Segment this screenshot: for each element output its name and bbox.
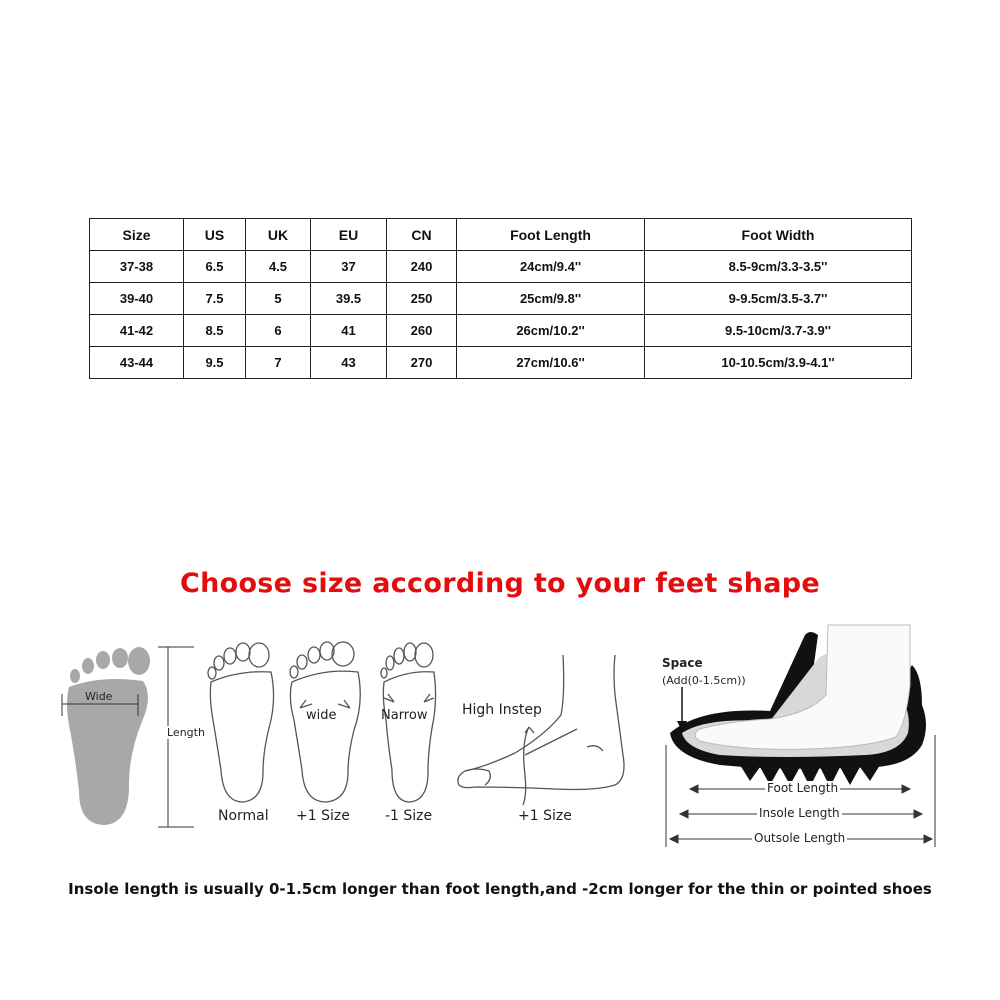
cell-foot-length: 24cm/9.4'' bbox=[457, 251, 645, 283]
insole-note: Insole length is usually 0-1.5cm longer than foot length,and -2cm longer for the thin or pointed shoes bbox=[68, 880, 932, 898]
cell-eu: 39.5 bbox=[311, 283, 387, 315]
cell-foot-length: 27cm/10.6'' bbox=[457, 347, 645, 379]
cell-cn: 240 bbox=[387, 251, 457, 283]
cell-foot-length: 25cm/9.8'' bbox=[457, 283, 645, 315]
high-instep-label: High Instep bbox=[462, 702, 542, 718]
header-foot-width: Foot Width bbox=[645, 219, 912, 251]
header-cn: CN bbox=[387, 219, 457, 251]
cell-us: 7.5 bbox=[184, 283, 246, 315]
cell-eu: 37 bbox=[311, 251, 387, 283]
cell-eu: 41 bbox=[311, 315, 387, 347]
guide-title: Choose size according to your feet shape bbox=[179, 568, 821, 599]
narrow-foot-label: Narrow bbox=[381, 708, 428, 723]
normal-foot-icon bbox=[205, 640, 280, 805]
cell-foot-width: 9.5-10cm/3.7-3.9'' bbox=[645, 315, 912, 347]
cell-size: 43-44 bbox=[90, 347, 184, 379]
insole-length-label: Insole Length bbox=[759, 806, 840, 820]
narrow-caption: -1 Size bbox=[385, 808, 433, 824]
size-table bbox=[89, 218, 912, 379]
cell-uk: 7 bbox=[246, 347, 311, 379]
cell-size: 39-40 bbox=[90, 283, 184, 315]
gray-foot-icon bbox=[55, 645, 165, 830]
header-us: US bbox=[184, 219, 246, 251]
cell-cn: 260 bbox=[387, 315, 457, 347]
cell-size: 37-38 bbox=[90, 251, 184, 283]
cell-foot-width: 8.5-9cm/3.3-3.5'' bbox=[645, 251, 912, 283]
table-row bbox=[90, 347, 912, 379]
cell-size: 41-42 bbox=[90, 315, 184, 347]
normal-caption: Normal bbox=[218, 808, 269, 824]
cell-foot-width: 10-10.5cm/3.9-4.1'' bbox=[645, 347, 912, 379]
cell-foot-length: 26cm/10.2'' bbox=[457, 315, 645, 347]
cell-us: 8.5 bbox=[184, 315, 246, 347]
length-label: Length bbox=[167, 726, 205, 739]
cell-foot-width: 9-9.5cm/3.5-3.7'' bbox=[645, 283, 912, 315]
cell-uk: 6 bbox=[246, 315, 311, 347]
header-uk: UK bbox=[246, 219, 311, 251]
cell-us: 9.5 bbox=[184, 347, 246, 379]
outsole-length-label: Outsole Length bbox=[754, 831, 846, 845]
table-row bbox=[90, 251, 912, 283]
instep-caption: +1 Size bbox=[518, 808, 572, 824]
wide-caption: +1 Size bbox=[296, 808, 350, 824]
wide-foot-label: wide bbox=[306, 708, 337, 723]
wide-label: Wide bbox=[85, 690, 113, 703]
cell-eu: 43 bbox=[311, 347, 387, 379]
high-instep-foot-icon bbox=[455, 655, 630, 805]
cell-cn: 270 bbox=[387, 347, 457, 379]
header-foot-length: Foot Length bbox=[457, 219, 645, 251]
cell-us: 6.5 bbox=[184, 251, 246, 283]
header-size: Size bbox=[90, 219, 184, 251]
space-label: Space bbox=[662, 656, 703, 670]
cell-uk: 5 bbox=[246, 283, 311, 315]
table-header-row bbox=[90, 219, 912, 251]
cell-cn: 250 bbox=[387, 283, 457, 315]
foot-length-label: Foot Length bbox=[767, 781, 839, 795]
space-sub-label: (Add(0-1.5cm)) bbox=[662, 674, 746, 687]
cell-uk: 4.5 bbox=[246, 251, 311, 283]
table-row bbox=[90, 315, 912, 347]
header-eu: EU bbox=[311, 219, 387, 251]
table-row bbox=[90, 283, 912, 315]
